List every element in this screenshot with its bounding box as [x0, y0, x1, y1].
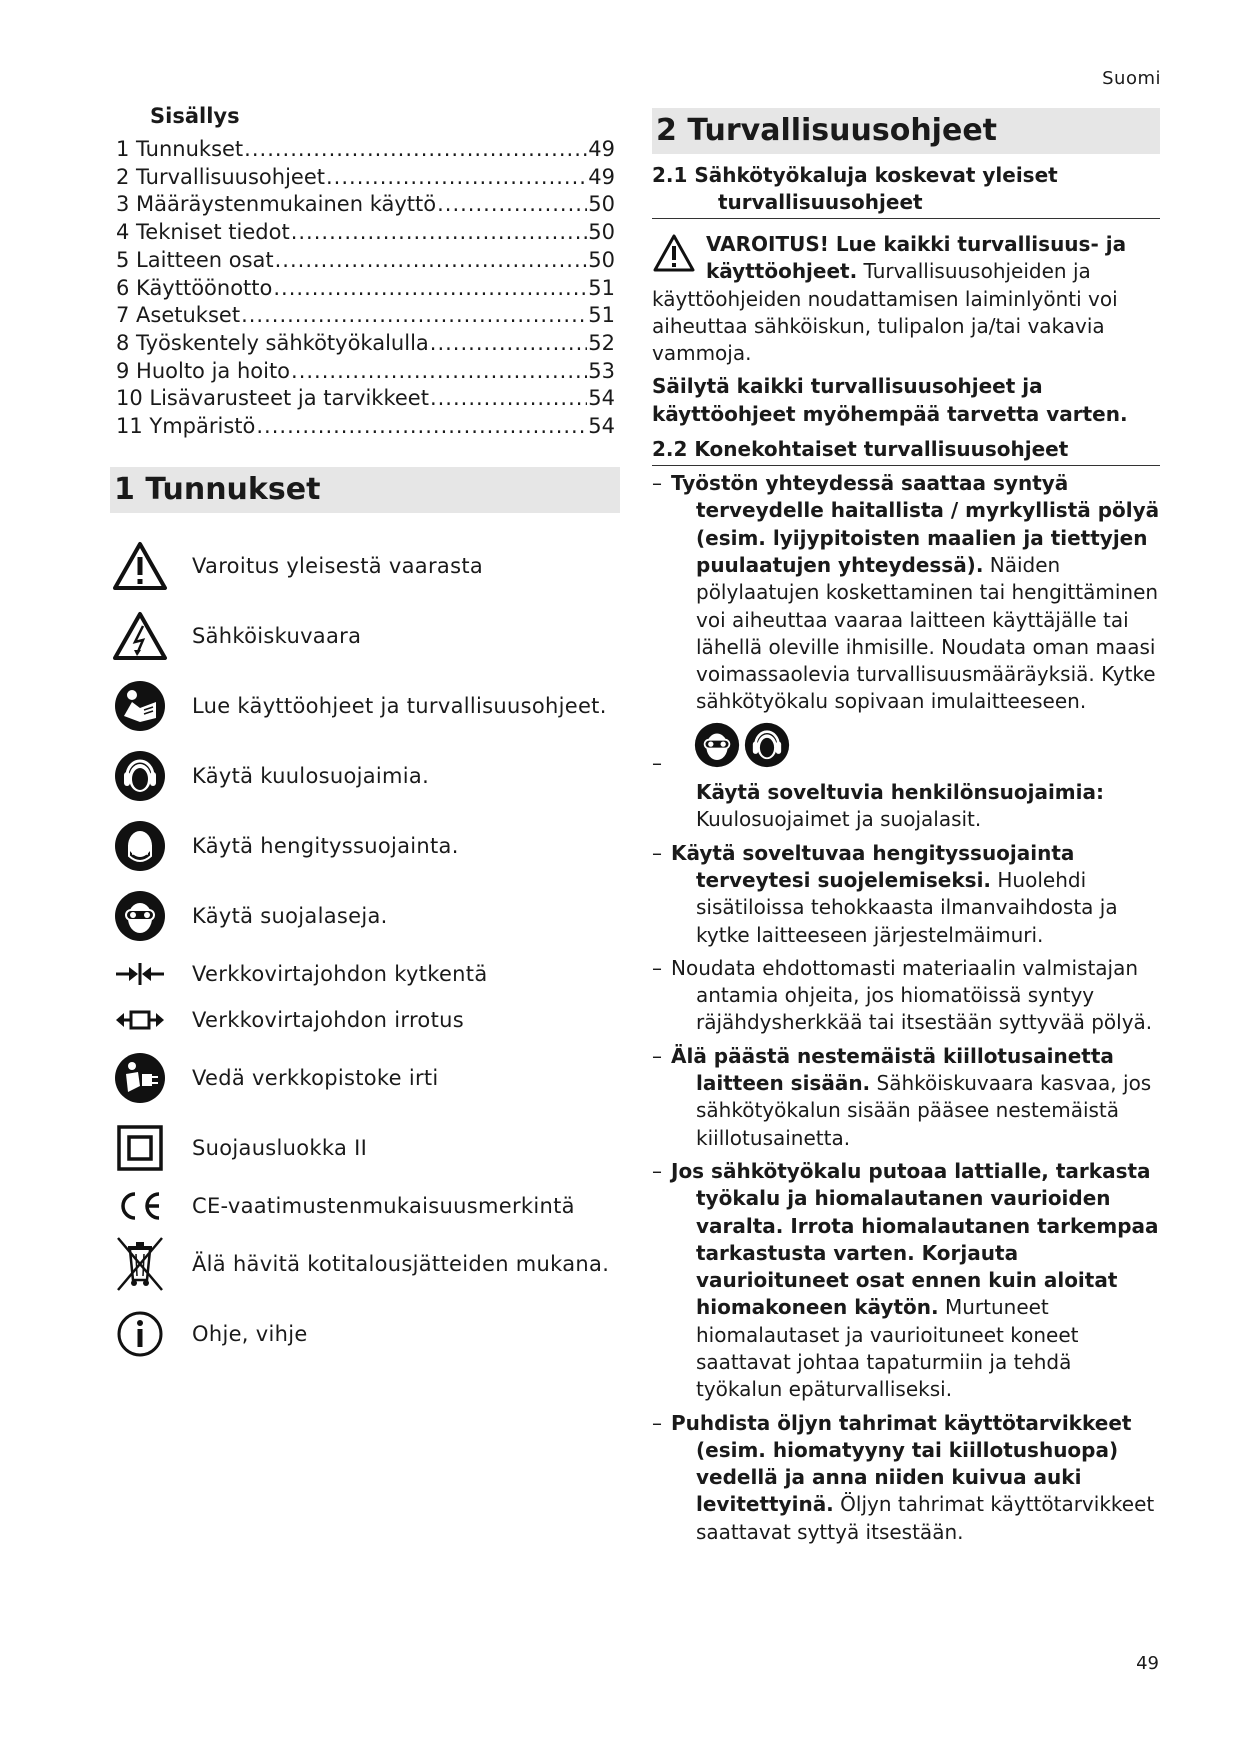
symbol-row	[110, 951, 615, 997]
symbol-row	[110, 741, 615, 811]
safety-goggles-icon	[110, 886, 170, 946]
toc-item[interactable]	[116, 247, 615, 275]
toc-item[interactable]	[116, 219, 615, 247]
general-warning	[652, 231, 1160, 367]
toc-leader	[273, 275, 587, 303]
ppe-icons	[694, 722, 1160, 775]
toc-item-label: 4 Tekniset tiedot	[116, 220, 290, 245]
toc-item-label: 11 Ympäristö	[116, 414, 256, 439]
safety-item	[652, 722, 1160, 834]
list-dash: –	[652, 1158, 662, 1183]
section-2-1-heading-line2: turvallisuusohjeet	[718, 190, 923, 214]
safety-goggles-icon	[694, 722, 740, 775]
symbol-text: Käytä kuulosuojaimia.	[192, 763, 430, 788]
section-2-heading: 2 Turvallisuusohjeet	[652, 108, 1160, 154]
safety-item-text: Näiden pölylaatujen koskettaminen tai hengittäminen voi aiheuttaa vaaraa laitteen käyttäjälle tai lähellä oleville ihmisille. Noudata oman maasi voimassaolevia turvallisuusmääräyksiä. Kytke sähkötyökalu sopivaan imulaitteeseen.	[696, 552, 1159, 714]
list-dash: –	[652, 1410, 662, 1435]
toc-leader	[244, 136, 587, 164]
ce-mark-icon	[110, 1176, 170, 1236]
safety-item-text: Noudata ehdottomasti materiaalin valmistajan antamia ohjeita, jos hiomatöissä syntyy räjähdysherkkää tai itsestään syttyvää pölyä.	[671, 955, 1153, 1035]
symbol-text: Lue käyttöohjeet ja turvallisuusohjeet.	[192, 693, 607, 718]
symbol-text: Verkkovirtajohdon irrotus	[192, 1007, 464, 1032]
warning-bold-text: VAROITUS! Lue kaikki turvallisuus- ja käyttöohjeet.	[706, 232, 1127, 284]
symbol-text: Verkkovirtajohdon kytkentä	[192, 961, 488, 986]
hearing-protection-icon	[110, 746, 170, 806]
symbol-text: Varoitus yleisestä vaarasta	[192, 553, 484, 578]
safety-item-text: Sähköiskuvaara kasvaa, jos sähkötyökalun sisään pääsee nestemäistä kiillotusainetta.	[696, 1071, 1152, 1150]
toc-leader	[241, 302, 587, 330]
right-column	[652, 108, 1160, 1552]
language-label: Suomi	[1102, 68, 1161, 89]
symbol-text: Ohje, vihje	[192, 1321, 308, 1346]
toc-leader	[256, 413, 587, 441]
safety-item-bold: Jos sähkötyökalu putoaa lattialle, tarkasta työkalu ja hiomalautanen vaurioiden varalta. Irrota hiomalautanen tarkempaa tarkastusta varten. Korjauta vaurioituneet osat ennen kuin aloitat hiomakoneen käytön.	[671, 1158, 1159, 1320]
symbol-row	[110, 881, 615, 951]
toc-leader	[291, 358, 587, 386]
symbol-text: Suojausluokka II	[192, 1135, 368, 1160]
symbol-row	[110, 1043, 615, 1113]
toc-leader	[430, 385, 587, 413]
safety-list	[652, 470, 1160, 1546]
toc-item[interactable]	[116, 136, 615, 164]
crossed-bin-icon	[110, 1234, 170, 1294]
toc-leader	[326, 164, 587, 192]
toc-item-page: 51	[588, 275, 615, 300]
symbol-text: Älä hävitä kotitalousjätteiden mukana.	[192, 1251, 610, 1276]
toc-item-label: 10 Lisävarusteet ja tarvikkeet	[116, 386, 429, 411]
toc-leader	[275, 247, 588, 275]
toc-item-label: 9 Huolto ja hoito	[116, 358, 291, 383]
respirator-icon	[110, 816, 170, 876]
toc-item-page: 52	[588, 330, 615, 355]
toc-item-page: 51	[588, 303, 615, 328]
safety-item	[652, 955, 1160, 1037]
list-dash: –	[652, 471, 662, 496]
list-dash: –	[652, 750, 662, 775]
info-icon	[110, 1304, 170, 1364]
toc-item-page: 50	[588, 220, 615, 245]
symbol-text: CE-vaatimustenmukaisuusmerkintä	[192, 1193, 575, 1218]
symbol-row	[110, 1299, 615, 1369]
safety-item-bold: Työstön yhteydessä saattaa syntyä terveydelle haitallista / myrkyllistä pölyä (esim. lyijypitoisten maalien ja tiettyjen puulaatujen yhteydessä).	[671, 471, 1160, 577]
read-manual-icon	[110, 676, 170, 736]
toc-item[interactable]	[116, 275, 615, 303]
toc-leader	[291, 219, 588, 247]
symbol-list	[110, 531, 615, 1369]
toc-item[interactable]	[116, 330, 615, 358]
warning-triangle-icon	[652, 233, 698, 273]
toc-item-page: 49	[588, 137, 615, 161]
toc-leader	[430, 330, 587, 358]
hearing-protection-icon	[744, 722, 790, 775]
safety-item-bold: Käytä soveltuvia henkilönsuojaimia:	[696, 780, 1104, 805]
keep-instructions-text: Säilytä kaikki turvallisuusohjeet ja käyttöohjeet myöhempää tarvetta varten.	[652, 374, 1128, 426]
unplug-icon	[110, 1048, 170, 1108]
toc-item-page: 53	[588, 358, 615, 383]
symbol-text: Käytä suojalaseja.	[192, 903, 388, 928]
toc-item-label: 6 Käyttöönotto	[116, 275, 273, 300]
toc-list	[110, 136, 615, 441]
toc-item-label: 3 Määräystenmukainen käyttö	[116, 192, 437, 217]
safety-item-text: Murtuneet hiomalautaset ja vaurioituneet koneet saattavat johtaa tapaturmiin ja tehdä työkalun epäturvalliseksi.	[696, 1295, 1079, 1402]
section-2-2-heading: 2.2 Konekohtaiset turvallisuusohjeet	[652, 436, 1160, 466]
toc-item-label: 5 Laitteen osat	[116, 247, 274, 272]
toc-item[interactable]	[116, 191, 615, 219]
toc-item[interactable]	[116, 302, 615, 330]
list-dash: –	[652, 955, 662, 980]
toc-item-page: 54	[588, 414, 615, 439]
safety-item	[652, 1043, 1160, 1152]
symbol-row	[110, 811, 615, 881]
electric-shock-icon	[110, 606, 170, 666]
toc-item-label: 7 Asetukset	[116, 303, 241, 328]
warning-triangle-icon	[110, 536, 170, 596]
symbol-row	[110, 531, 615, 601]
plug-disconnect-icon	[110, 990, 170, 1050]
safety-item-text: Öljyn tahrimat käyttötarvikkeet saattavat syttyä itsestään.	[696, 1492, 1155, 1544]
symbol-text: Käytä hengityssuojainta.	[192, 833, 459, 858]
safety-item-bold: Älä päästä nestemäistä kiillotusainetta laitteen sisään.	[671, 1043, 1114, 1096]
toc-item-page: 50	[588, 247, 615, 272]
safety-item	[652, 470, 1160, 716]
protection-class-ii-icon	[110, 1118, 170, 1178]
symbol-row	[110, 997, 615, 1043]
toc-item[interactable]	[116, 358, 615, 386]
toc-item[interactable]	[116, 413, 615, 441]
symbol-text: Sähköiskuvaara	[192, 623, 362, 648]
section-2-1-heading-line1: 2.1 Sähkötyökaluja koskevat yleiset	[652, 163, 1058, 187]
symbol-row	[110, 601, 615, 671]
symbol-row	[110, 1183, 615, 1229]
page-number: 49	[1136, 1653, 1159, 1674]
safety-item	[652, 1158, 1160, 1404]
toc-item-page: 49	[588, 164, 615, 189]
symbol-row	[110, 1113, 615, 1183]
left-column	[110, 104, 615, 1369]
toc-item-label: 8 Työskentely sähkötyökalulla	[116, 330, 429, 355]
list-dash: –	[652, 840, 662, 865]
list-dash: –	[652, 1043, 662, 1068]
toc-leader	[437, 191, 587, 219]
toc-item[interactable]	[116, 385, 615, 413]
safety-item-text: Huolehdi sisätiloissa tehokkaasta ilmanvaihdosta ja kytke laitteeseen järjestelmäimuri.	[696, 867, 1118, 947]
toc-item-label: 2 Turvallisuusohjeet	[116, 164, 325, 189]
toc-item-label: 1 Tunnukset	[116, 137, 244, 161]
warning-text: Turvallisuusohjeiden ja käyttöohjeiden noudattamisen laiminlyönti voi aiheuttaa sähköiskun, tulipalon ja/tai vakavia vammoja.	[652, 259, 1118, 366]
toc-title: Sisällys	[150, 104, 240, 128]
section-1-heading: 1 Tunnukset	[110, 467, 620, 513]
safety-item-text: Kuulosuojaimet ja suojalasit.	[696, 807, 982, 832]
section-2-1-heading	[652, 162, 1160, 219]
symbol-row	[110, 671, 615, 741]
safety-item-bold: Puhdista öljyn tahrimat käyttötarvikkeet (esim. hiomatyyny tai kiillotushuopa) vedellä ja anna niiden kuivua auki levitettyinä.	[671, 1410, 1132, 1517]
safety-item	[652, 840, 1160, 949]
toc-item[interactable]	[116, 164, 615, 192]
safety-item	[652, 1410, 1160, 1546]
toc-item-page: 50	[588, 192, 615, 217]
toc-item-page: 54	[588, 386, 615, 411]
symbol-text: Vedä verkkopistoke irti	[192, 1065, 439, 1090]
safety-item-bold: Käytä soveltuvaa hengityssuojainta terveytesi suojelemiseksi.	[671, 840, 1075, 892]
symbol-row	[110, 1229, 615, 1299]
